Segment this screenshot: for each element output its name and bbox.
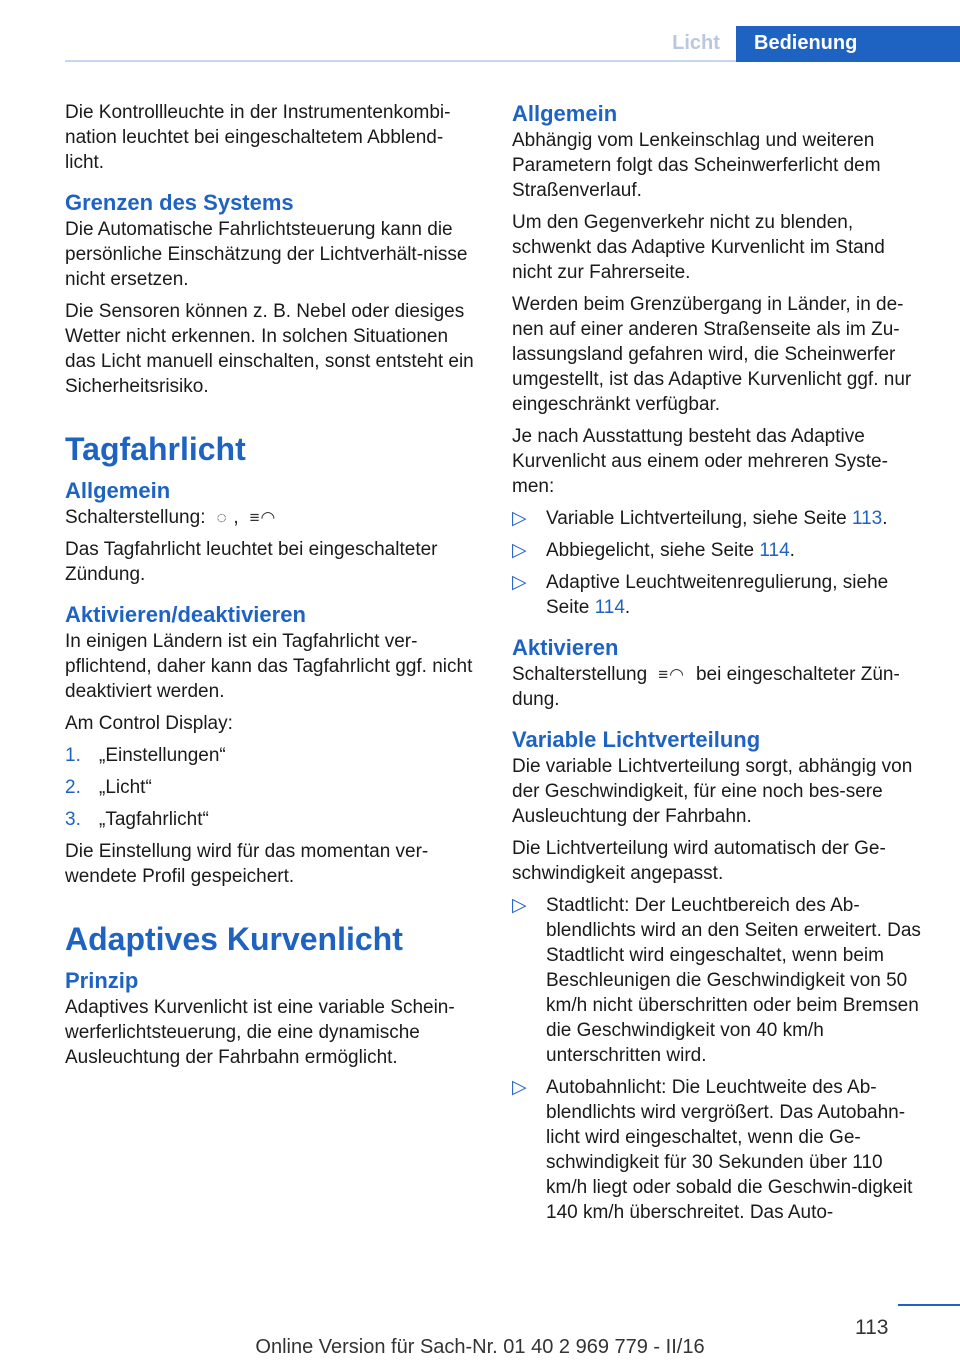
page-link[interactable]: 113 bbox=[851, 508, 883, 529]
footer-rule bbox=[898, 1304, 960, 1306]
heading-grenzen: Grenzen des Systems bbox=[65, 190, 294, 215]
heading-adaptives-kurvenlicht: Adaptives Kurvenlicht bbox=[65, 921, 403, 957]
list-item-text: Stadtlicht: Der Leuchtbereich des Ab‐blendlichts wird an den Seiten erweitert. Das Stadtlicht wird eingeschaltet, wenn beim Beschleunigen die Geschwindigkeit von 50 km/h nicht überschritten oder beim Bremsen die Geschwindigkeit von 40 km/h unterschritten wird. bbox=[546, 895, 921, 1066]
bullet-icon: ▷ bbox=[512, 1077, 527, 1098]
list-item bbox=[512, 1075, 927, 1225]
heading-variable-lichtverteilung: Variable Lichtverteilung bbox=[512, 727, 761, 752]
list-item bbox=[65, 807, 480, 832]
paragraph: Um den Gegenverkehr nicht zu blenden, schwenkt das Adaptive Kurvenlicht im Stand nicht zur Fahrerseite. bbox=[512, 212, 885, 283]
bullet-icon: ▷ bbox=[512, 895, 527, 916]
list-item bbox=[65, 743, 480, 768]
numbered-list bbox=[65, 743, 480, 832]
heading-prinzip: Prinzip bbox=[65, 968, 139, 993]
list-item-text: „Tagfahrlicht“ bbox=[99, 809, 209, 830]
list-item bbox=[65, 775, 480, 800]
list-item-text: Adaptive Leuchtweitenregulierung, siehe Seite bbox=[546, 572, 889, 618]
paragraph: Die Einstellung wird für das momentan ver‐wendete Profil gespeichert. bbox=[65, 841, 429, 887]
heading-allgemein: Allgemein bbox=[65, 478, 171, 503]
list-item-text: „Licht“ bbox=[99, 777, 152, 798]
separator: , bbox=[233, 507, 239, 528]
paragraph: Abhängig vom Lenkeinschlag und weiteren Parametern folgt das Scheinwerferlicht dem Straßenverlauf. bbox=[512, 130, 881, 201]
paragraph-schalter bbox=[65, 505, 480, 530]
heading-aktivieren-deaktivieren: Aktivieren/deaktivieren bbox=[65, 602, 306, 627]
tab-licht[interactable]: Licht bbox=[672, 32, 720, 54]
paragraph: Werden beim Grenzübergang in Länder, in de‐nen auf einer anderen Straßenseite als im Zu‐lassungsland gefahren wird, die Scheinwerfer umgestellt, ist das Adaptive Kurvenlicht ggf. nur eingeschränkt verfügbar. bbox=[512, 294, 912, 415]
paragraph: Je nach Ausstattung besteht das Adaptive Kurvenlicht aus einem oder mehreren Syste‐men: bbox=[512, 426, 888, 497]
auto-headlight-icon: ≡◠ bbox=[243, 508, 277, 527]
list-item-text: „Einstellungen“ bbox=[99, 745, 226, 766]
list-item-text: Autobahnlicht: Die Leuchtweite des Ab‐blendlichts wird vergrößert. Das Autobahn‐licht wird eingeschaltet, wenn die Ge‐schwindigkeit für 30 Sekunden über 110 km/h liegt oder sobald die Geschwin‐digkeit 140 km/h überschreitet. Das Auto‐ bbox=[546, 1077, 913, 1223]
heading-aktivieren: Aktivieren bbox=[512, 635, 619, 660]
list-item bbox=[512, 570, 927, 620]
bullet-icon: ▷ bbox=[512, 572, 527, 593]
paragraph: Die Sensoren können z. B. Nebel oder diesiges Wetter nicht erkennen. In solchen Situationen das Licht manuell einschalten, sonst entsteht ein Sicherheitsrisiko. bbox=[65, 301, 474, 397]
left-column bbox=[65, 100, 480, 1077]
list-item-text: Abbiegelicht, siehe Seite bbox=[546, 540, 760, 561]
heading-allgemein-right: Allgemein bbox=[512, 101, 618, 126]
punct: . bbox=[789, 540, 795, 561]
paragraph: Adaptives Kurvenlicht ist eine variable Schein‐werferlichtsteuerung, die eine dynamische Ausleuchtung der Fahrbahn ermöglicht. bbox=[65, 997, 455, 1068]
text: Schalterstellung bbox=[512, 664, 648, 685]
auto-headlight-icon: ≡◠ bbox=[652, 665, 691, 684]
paragraph: In einigen Ländern ist ein Tagfahrlicht ver‐pflichtend, daher kann das Tagfahrlicht ggf. nicht deaktiviert werden. bbox=[65, 631, 473, 702]
text: bei eingeschalteter Zün‐dung. bbox=[512, 664, 900, 710]
light-mode-list bbox=[512, 893, 927, 1225]
list-item bbox=[512, 506, 927, 531]
list-number: 1. bbox=[65, 745, 81, 766]
schalter-label: Schalterstellung: bbox=[65, 507, 206, 528]
page-link[interactable]: 114 bbox=[594, 597, 625, 618]
paragraph: Die variable Lichtverteilung sorgt, abhängig von der Geschwindigkeit, für eine noch bes‐sere Ausleuchtung der Fahrbahn. bbox=[512, 756, 913, 827]
paragraph: Die Automatische Fahrlichtsteuerung kann die persönliche Einschätzung der Lichtverhält‐nisse nicht ersetzen. bbox=[65, 219, 468, 290]
paragraph: Das Tagfahrlicht leuchtet bei eingeschalteter Zündung. bbox=[65, 539, 438, 585]
paragraph-schalter-right bbox=[512, 662, 927, 712]
list-item bbox=[512, 893, 927, 1068]
punct: . bbox=[882, 508, 888, 529]
paragraph: Am Control Display: bbox=[65, 713, 233, 734]
right-column bbox=[512, 100, 927, 1232]
position-light-icon: ◌ bbox=[210, 508, 234, 527]
bullet-icon: ▷ bbox=[512, 508, 527, 529]
footer-text: Online Version für Sach-Nr. 01 40 2 969 779 - II/16 bbox=[255, 1336, 705, 1358]
paragraph: Die Kontrollleuchte in der Instrumentenkombi‐nation leuchtet bei eingeschaltetem Abblend‐licht. bbox=[65, 102, 451, 173]
punct: . bbox=[624, 597, 631, 618]
list-number: 3. bbox=[65, 809, 81, 830]
tab-bedienung[interactable]: Bedienung bbox=[736, 26, 960, 62]
page-number: 113 bbox=[855, 1316, 889, 1339]
list-item bbox=[512, 538, 927, 563]
list-number: 2. bbox=[65, 777, 81, 798]
list-item-text: Variable Lichtverteilung, siehe Seite bbox=[546, 508, 852, 529]
bullet-icon: ▷ bbox=[512, 540, 527, 561]
system-list bbox=[512, 506, 927, 620]
page-link[interactable]: 114 bbox=[759, 540, 790, 561]
heading-tagfahrlicht: Tagfahrlicht bbox=[65, 431, 246, 467]
paragraph: Die Lichtverteilung wird automatisch der Ge‐schwindigkeit angepasst. bbox=[512, 838, 886, 884]
